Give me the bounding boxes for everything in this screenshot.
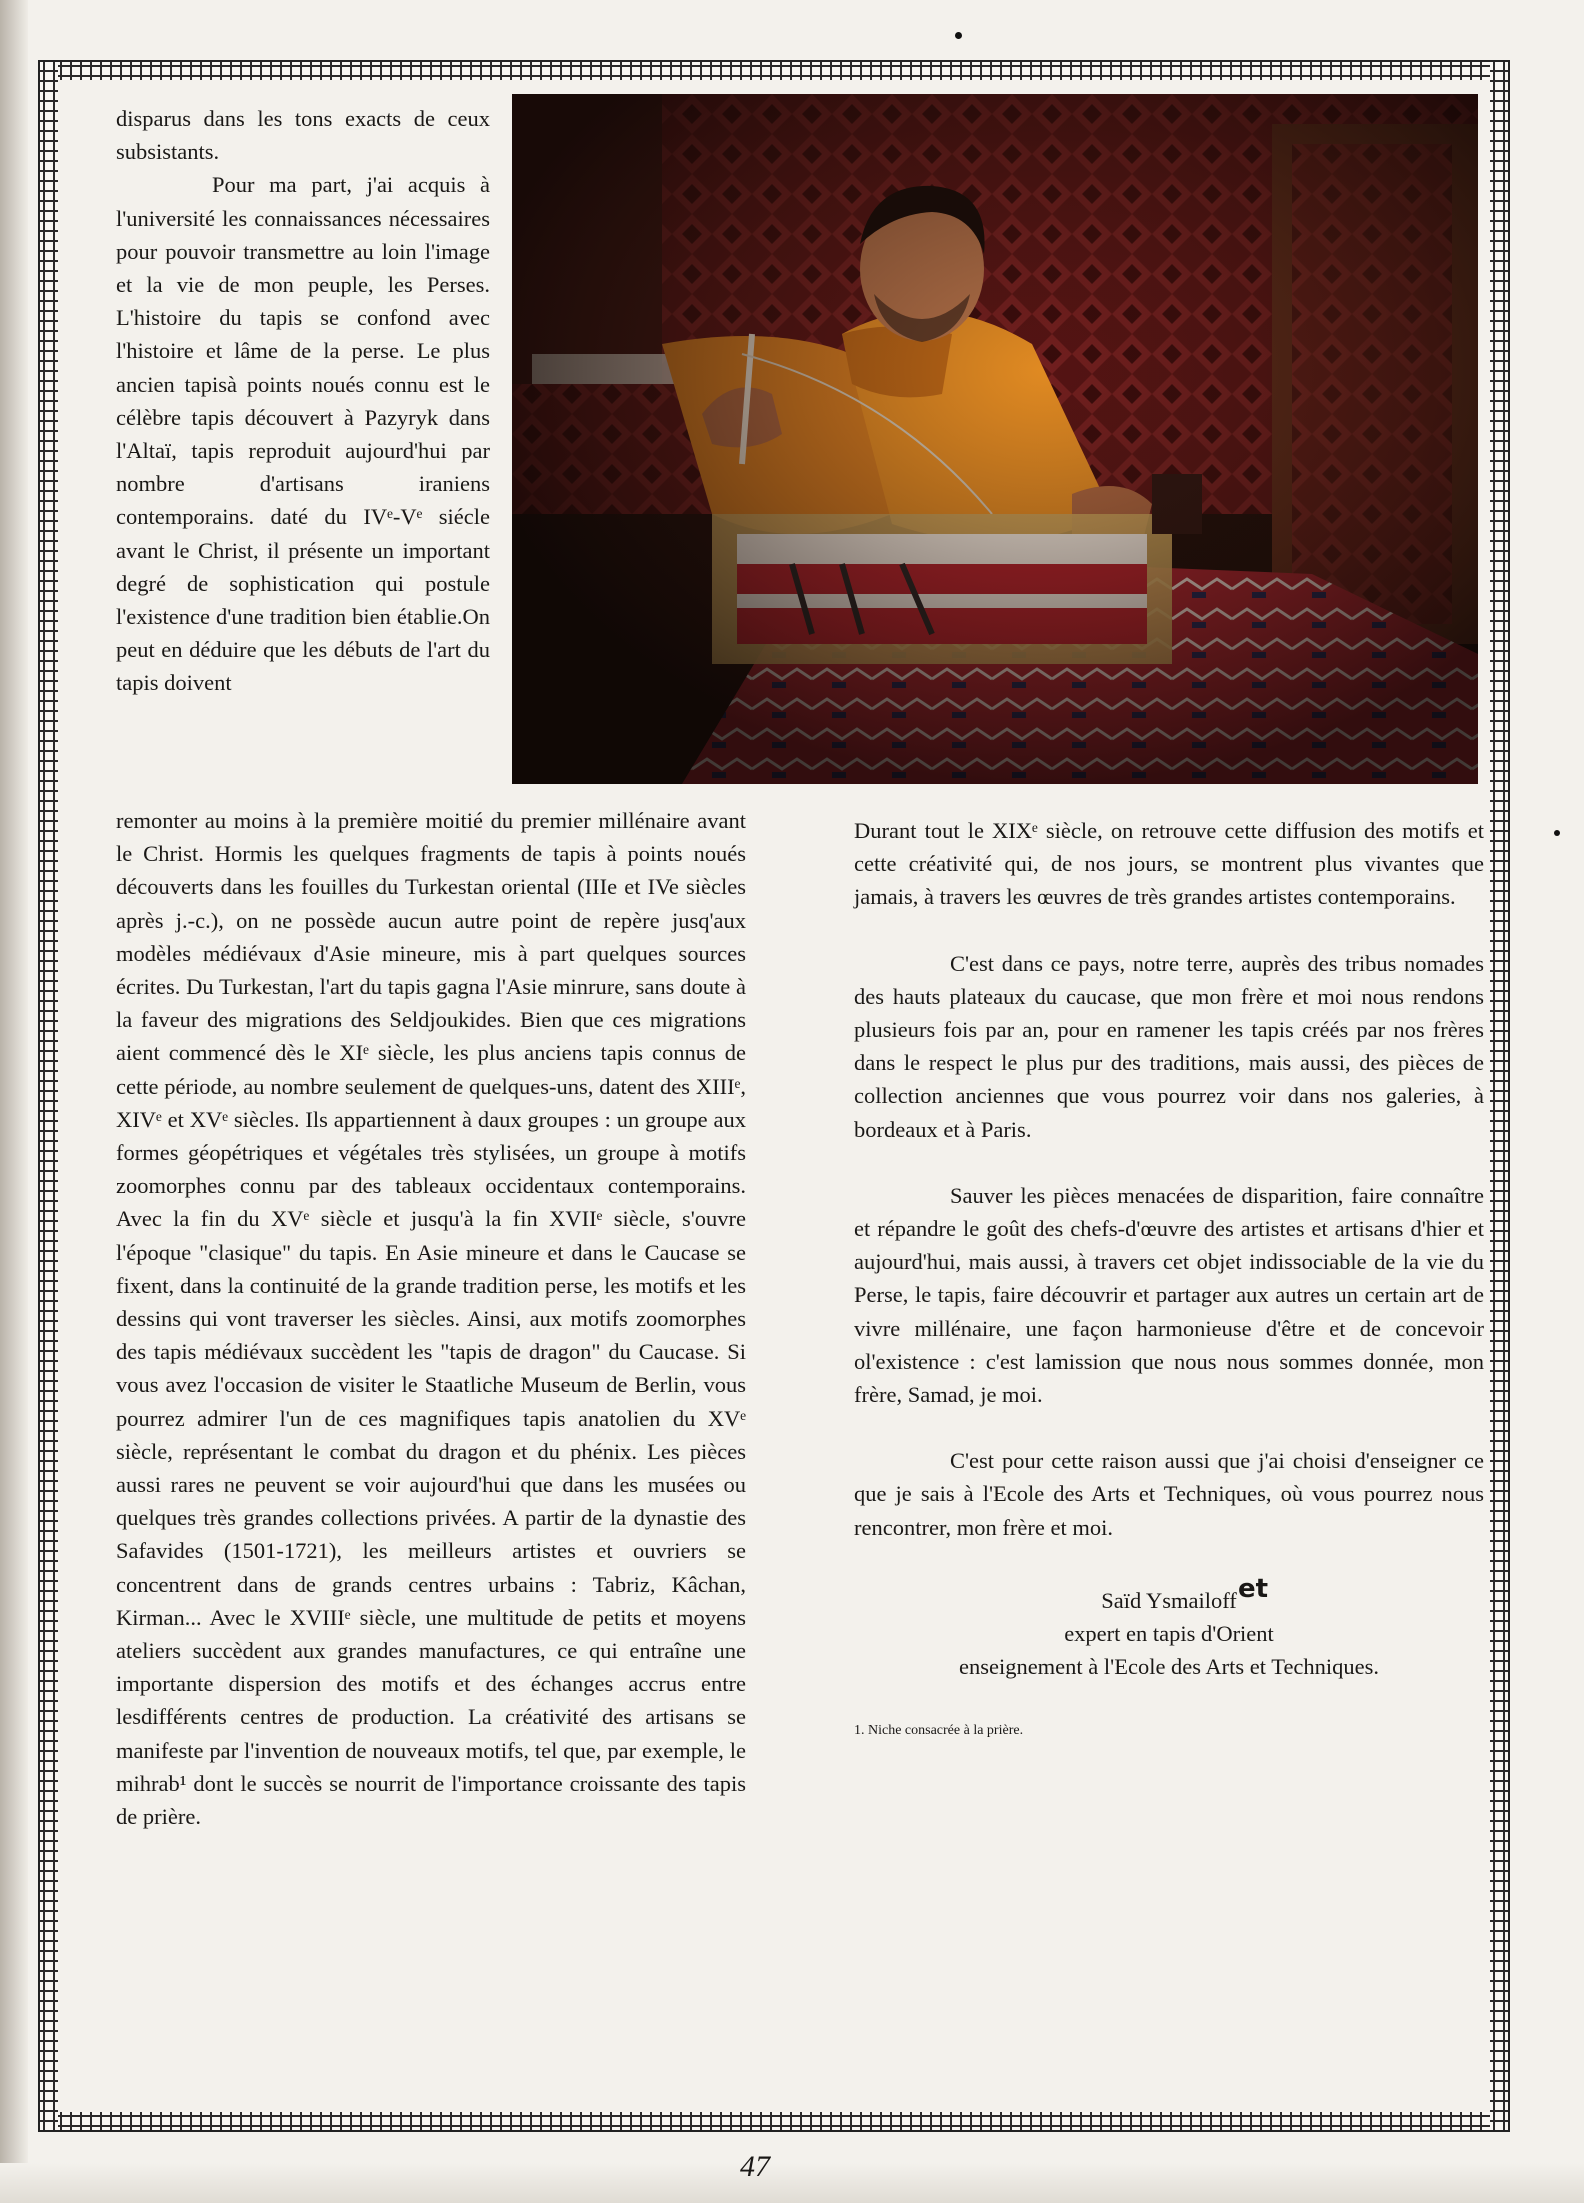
author-title: expert en tapis d'Orient [1064, 1620, 1274, 1646]
footnote: 1. Niche consacrée à la prière. [854, 1722, 1024, 1738]
page-content [80, 86, 1484, 2106]
paragraph: disparus dans les tons exacts de ceux subsistants. [116, 106, 490, 165]
ink-speck [1554, 830, 1560, 836]
page-bottom-shadow [0, 2163, 1584, 2203]
paragraph: Sauver les pièces menacées de disparition, faire connaître et répandre le goût des chefs-d'œuvre des artistes et artisans d'hier et aujourd'hui, mais aussi, à travers cet objet indissociable de la vie du Perse, le tapis, faire découvrir et partager aux autres un certain art de vivre millénaire, une façon harmonieuse d'être et de concevoir ol'existence : c'est lamission que nous nous sommes donnée, mon frère, Samad, je moi. [854, 1182, 1484, 1408]
handwritten-correction: et [1238, 1574, 1269, 1604]
greek-key-border-top [40, 62, 1508, 80]
left-column-top [116, 102, 490, 700]
greek-key-border-left [40, 62, 58, 2130]
page-number: 47 [740, 2150, 770, 2183]
author-affiliation: enseignement à l'Ecole des Arts et Techniques. [958, 1653, 1380, 1679]
greek-key-border-right [1490, 62, 1508, 2130]
ink-speck [955, 32, 962, 39]
greek-key-border-bottom [40, 2112, 1508, 2130]
page-edge-shadow [0, 0, 28, 2203]
signature-block [854, 1584, 1484, 1683]
right-column [854, 814, 1484, 1739]
paragraph: C'est pour cette raison aussi que j'ai choisi d'enseigner ce que je sais à l'Ecole des Arts et Techniques, où vous pourrez nous rencontrer, mon frère et moi. [854, 1448, 1484, 1540]
paragraph: Pour ma part, j'ai acquis à l'université les connaissances nécessaires pour pouvoir transmettre au loin l'image et la vie de mon peuple, les Perses. L'histoire du tapis se confond avec l'histoire et lâme de la perse. Le plus ancien tapisà points noués connu est le célèbre tapis découvert à Pazyryk dans l'Altaï, tapis reproduit aujourd'hui par nombre d'artisans iraniens contemporains. daté du IVᵉ-Vᵉ siécle avant le Christ, il présente un important degré de sophistication qui postule l'existence d'une tradition bien établie.On peut en déduire que les débuts de l'art du tapis doivent [116, 172, 490, 696]
paragraph: Durant tout le XIXᵉ siècle, on retrouve cette diffusion des motifs et cette créativité qui, de nos jours, se montrent plus vivantes que jamais, à travers les œuvres de très grandes artistes contemporains. [854, 818, 1484, 910]
left-column-bottom [116, 804, 746, 1833]
paragraph: remonter au moins à la première moitié du premier millénaire avant le Christ. Hormis les quelques fragments de tapis à points noués découverts dans les fouilles du Turkestan oriental (IIIe et IVe siècles après j.-c.), on ne possède aucun autre point de repère jusq'aux modèles médiévaux d'Asie mineure, mis à part quelques sources écrites. Du Turkestan, l'art du tapis gagna l'Asie minrure, sans doute à la faveur des migrations des Seldjoukides. Bien que ces migrations aient commencé dès le XIᵉ siècle, les plus anciens tapis connus de cette période, au nombre seulement de quelques-uns, datent des XIIIᵉ, XIVᵉ et XVᵉ siècles. Ils appartiennent à daux groupes : un groupe aux formes géopétriques et végétales très stylisées, un groupe à motifs zoomorphes connu par des tableaux occidentaux contemporains. Avec la fin du XVᵉ siècle et jusqu'à la fin XVIIᵉ siècle, s'ouvre l'époque "clasique" du tapis. En Asie mineure et dans le Caucase se fixent, dans la continuité de la grande tradition perse, les motifs et les dessins qui vont traverser les siècles. Ainsi, aux motifs zoomorphes des tapis médiévaux succèdent les "tapis de dragon" du Caucase. Si vous avez l'occasion de visiter le Staatliche Museum de Berlin, vous pourrez admirer l'un de ces magnifiques tapis anatolien du XVᵉ siècle, représentant le combat du dragon et du phénix. Les pièces aussi rares ne peuvent se voir aujourd'hui que dans les musées ou quelques très grandes collections privées. A partir de la dynastie des Safavides (1501-1721), les meilleurs artistes et ouvriers se concentrent dans de grands centres urbains : Tabriz, Kâchan, Kirman... Avec le XVIIIᵉ siècle, une multitude de petits et moyens ateliers succèdent aux grandes manufactures, ce qui entraîne une importante dispersion des motifs et des échanges accrus entre lesdifférents centres de production. La créativité des artisans se manifeste par l'invention de nouveaux motifs, tel que, par exemple, le mihrab¹ dont le succès se nourrit de l'importance croissante des tapis de prière. [116, 808, 746, 1830]
photo-artisan-weaving-carpet [512, 94, 1478, 784]
paragraph: C'est dans ce pays, notre terre, auprès des tribus nomades des hauts plateaux du caucase, que mon frère et moi nous rendons plusieurs fois par an, pour en ramener les tapis créés par nos frères dans le respect le plus pur des traditions, mais aussi, des pièces de collection anciennes que vous pourrez voir dans nos galeries, à bordeaux et à Paris. [854, 950, 1484, 1142]
decorative-border-frame [38, 60, 1510, 2132]
author-name: Saïd Ysmailoff [1101, 1587, 1237, 1613]
